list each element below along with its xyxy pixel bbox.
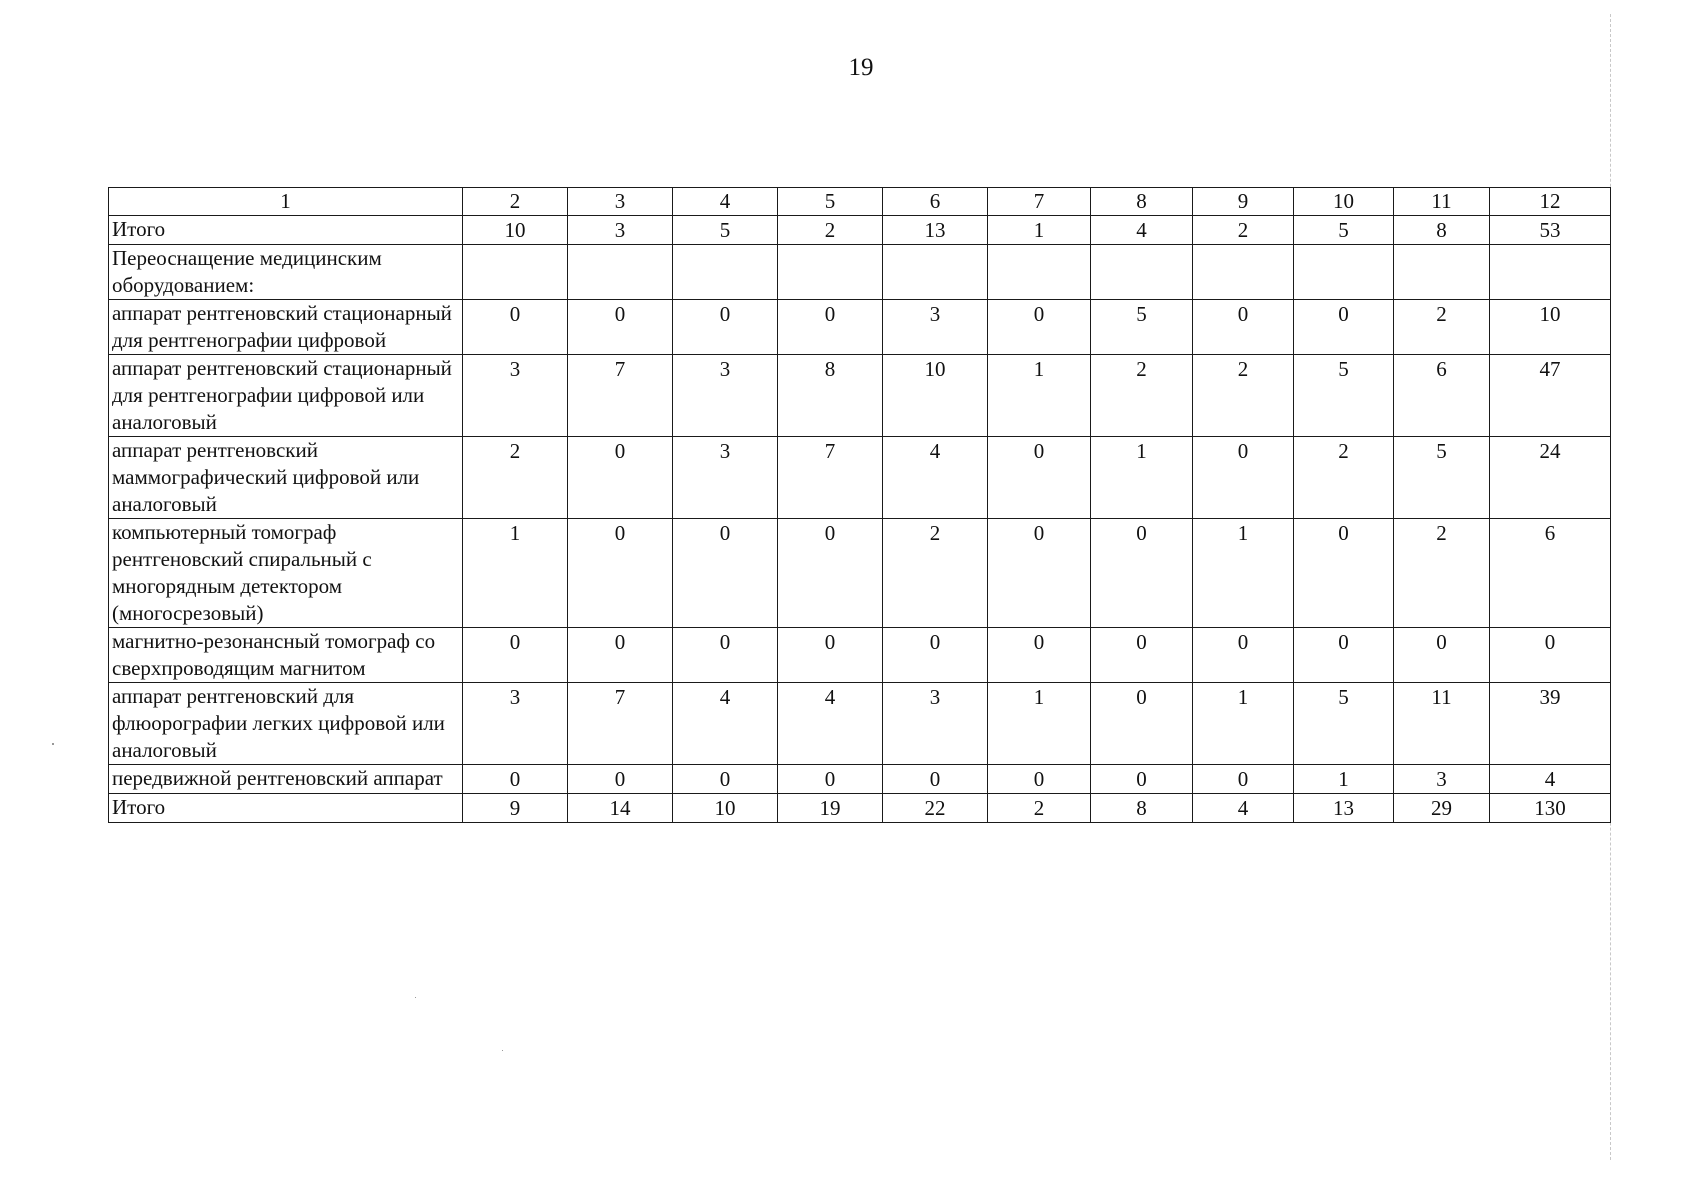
value-cell: 0 (778, 628, 883, 683)
column-number-cell: 5 (778, 188, 883, 216)
row-label-cell: компьютерный томограф рентгеновский спиральный с многорядным детектором (многосрезовый) (109, 519, 463, 628)
value-cell: 1 (988, 355, 1091, 437)
value-cell: 7 (568, 355, 673, 437)
scan-speck (502, 1050, 503, 1051)
value-cell: 4 (1091, 216, 1193, 245)
value-cell: 13 (883, 216, 988, 245)
row-label-cell: передвижной рентгеновский аппарат (109, 765, 463, 794)
value-cell: 130 (1490, 794, 1611, 823)
row-label-cell: аппарат рентгеновский стационарный для рентгенографии цифровой (109, 300, 463, 355)
value-cell: 0 (988, 628, 1091, 683)
value-cell: 2 (1193, 355, 1294, 437)
value-cell: 0 (883, 628, 988, 683)
scan-speck (415, 997, 416, 998)
value-cell: 0 (1091, 519, 1193, 628)
value-cell: 0 (988, 519, 1091, 628)
column-number-cell: 11 (1394, 188, 1490, 216)
value-cell: 10 (1490, 300, 1611, 355)
value-cell: 9 (463, 794, 568, 823)
value-cell: 0 (463, 300, 568, 355)
value-cell: 5 (1394, 437, 1490, 519)
value-cell: 8 (1394, 216, 1490, 245)
value-cell: 0 (1091, 628, 1193, 683)
scan-speck (52, 743, 54, 745)
row-label-cell: магнитно-резонансный томограф со сверхпроводящим магнитом (109, 628, 463, 683)
column-number-cell: 7 (988, 188, 1091, 216)
value-cell: 11 (1394, 683, 1490, 765)
value-cell: 0 (1091, 683, 1193, 765)
value-cell: 5 (1294, 216, 1394, 245)
value-cell: 2 (1394, 300, 1490, 355)
value-cell: 3 (673, 437, 778, 519)
value-cell: 7 (778, 437, 883, 519)
value-cell: 1 (1294, 765, 1394, 794)
table-row (109, 245, 1611, 300)
value-cell (1294, 245, 1394, 300)
value-cell: 5 (673, 216, 778, 245)
row-label-cell: аппарат рентгеновский для флюорографии легких цифровой или аналоговый (109, 683, 463, 765)
value-cell (1394, 245, 1490, 300)
value-cell: 0 (778, 300, 883, 355)
column-number-cell: 9 (1193, 188, 1294, 216)
column-number-cell: 8 (1091, 188, 1193, 216)
value-cell: 0 (568, 519, 673, 628)
value-cell: 0 (568, 765, 673, 794)
row-label-cell: Итого (109, 216, 463, 245)
column-number-cell: 3 (568, 188, 673, 216)
row-label-cell: аппарат рентгеновский стационарный для рентгенографии цифровой или аналоговый (109, 355, 463, 437)
table-row (109, 355, 1611, 437)
value-cell: 4 (778, 683, 883, 765)
value-cell: 2 (1193, 216, 1294, 245)
value-cell: 0 (1294, 519, 1394, 628)
value-cell: 2 (1394, 519, 1490, 628)
value-cell: 0 (988, 765, 1091, 794)
value-cell: 0 (1294, 300, 1394, 355)
value-cell: 0 (463, 765, 568, 794)
value-cell (778, 245, 883, 300)
value-cell: 19 (778, 794, 883, 823)
value-cell: 2 (883, 519, 988, 628)
value-cell: 24 (1490, 437, 1611, 519)
value-cell: 1 (1193, 683, 1294, 765)
value-cell: 3 (883, 683, 988, 765)
value-cell: 4 (883, 437, 988, 519)
value-cell: 0 (1091, 765, 1193, 794)
value-cell (1193, 245, 1294, 300)
value-cell (1490, 245, 1611, 300)
value-cell: 0 (673, 519, 778, 628)
value-cell: 29 (1394, 794, 1490, 823)
value-cell: 6 (1394, 355, 1490, 437)
value-cell: 10 (673, 794, 778, 823)
value-cell: 0 (1193, 765, 1294, 794)
value-cell: 0 (1193, 628, 1294, 683)
value-cell: 1 (1091, 437, 1193, 519)
value-cell: 0 (568, 300, 673, 355)
value-cell: 1 (988, 683, 1091, 765)
table-row (109, 765, 1611, 794)
value-cell: 7 (568, 683, 673, 765)
value-cell: 3 (463, 355, 568, 437)
value-cell: 2 (463, 437, 568, 519)
value-cell (883, 245, 988, 300)
row-label-cell: Переоснащение медицинским оборудованием: (109, 245, 463, 300)
column-number-cell: 6 (883, 188, 988, 216)
value-cell: 3 (463, 683, 568, 765)
value-cell: 0 (1394, 628, 1490, 683)
value-cell: 3 (1394, 765, 1490, 794)
row-label-cell: аппарат рентгеновский маммографический цифровой или аналоговый (109, 437, 463, 519)
value-cell (568, 245, 673, 300)
value-cell: 8 (778, 355, 883, 437)
value-cell (463, 245, 568, 300)
value-cell: 0 (1490, 628, 1611, 683)
value-cell: 39 (1490, 683, 1611, 765)
value-cell: 3 (883, 300, 988, 355)
column-number-cell: 1 (109, 188, 463, 216)
equipment-table (108, 187, 1611, 823)
value-cell: 0 (568, 628, 673, 683)
value-cell: 13 (1294, 794, 1394, 823)
value-cell: 47 (1490, 355, 1611, 437)
value-cell: 0 (988, 300, 1091, 355)
value-cell: 10 (883, 355, 988, 437)
value-cell: 14 (568, 794, 673, 823)
value-cell: 5 (1294, 355, 1394, 437)
value-cell: 2 (1294, 437, 1394, 519)
value-cell: 1 (988, 216, 1091, 245)
row-label-cell: Итого (109, 794, 463, 823)
page-number: 19 (848, 54, 874, 81)
table-row (109, 683, 1611, 765)
value-cell (988, 245, 1091, 300)
table-body (109, 188, 1611, 823)
column-number-cell: 4 (673, 188, 778, 216)
value-cell: 0 (673, 300, 778, 355)
value-cell: 10 (463, 216, 568, 245)
value-cell: 8 (1091, 794, 1193, 823)
table-row (109, 437, 1611, 519)
value-cell: 5 (1294, 683, 1394, 765)
value-cell: 3 (673, 355, 778, 437)
value-cell: 0 (778, 765, 883, 794)
table-row (109, 519, 1611, 628)
value-cell: 1 (1193, 519, 1294, 628)
column-number-cell: 12 (1490, 188, 1611, 216)
value-cell (673, 245, 778, 300)
value-cell: 1 (463, 519, 568, 628)
table-header-row (109, 188, 1611, 216)
value-cell: 2 (988, 794, 1091, 823)
table-row (109, 300, 1611, 355)
value-cell: 0 (1193, 300, 1294, 355)
value-cell (1091, 245, 1193, 300)
value-cell: 4 (1490, 765, 1611, 794)
value-cell: 53 (1490, 216, 1611, 245)
value-cell: 0 (673, 765, 778, 794)
column-number-cell: 2 (463, 188, 568, 216)
value-cell: 6 (1490, 519, 1611, 628)
table-row (109, 794, 1611, 823)
column-number-cell: 10 (1294, 188, 1394, 216)
value-cell: 4 (673, 683, 778, 765)
value-cell: 22 (883, 794, 988, 823)
value-cell: 5 (1091, 300, 1193, 355)
value-cell: 0 (463, 628, 568, 683)
value-cell: 2 (1091, 355, 1193, 437)
value-cell: 4 (1193, 794, 1294, 823)
table-row (109, 216, 1611, 245)
value-cell: 3 (568, 216, 673, 245)
value-cell: 0 (1193, 437, 1294, 519)
value-cell: 0 (778, 519, 883, 628)
value-cell: 0 (673, 628, 778, 683)
value-cell: 0 (1294, 628, 1394, 683)
value-cell: 0 (988, 437, 1091, 519)
value-cell: 2 (778, 216, 883, 245)
table-row (109, 628, 1611, 683)
value-cell: 0 (568, 437, 673, 519)
value-cell: 0 (883, 765, 988, 794)
